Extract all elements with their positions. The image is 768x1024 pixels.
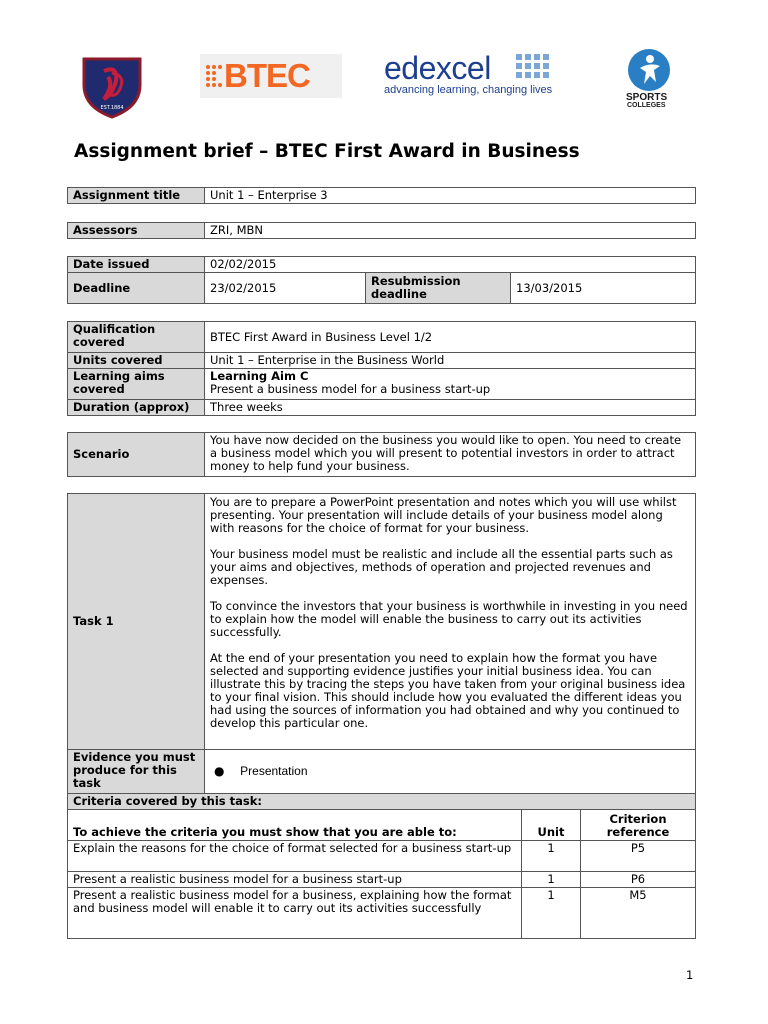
table-row	[68, 353, 696, 369]
assessors-table	[67, 222, 696, 239]
task-description	[205, 494, 696, 750]
scenario-table	[67, 432, 696, 477]
criteria-text: Present a realistic business model for a business start-up	[68, 872, 522, 888]
table-row	[68, 322, 696, 353]
edexcel-logo-text: edexcel	[384, 50, 491, 86]
assignment-title-label: Assignment title	[68, 188, 205, 204]
qualification-table	[67, 321, 696, 416]
table-row	[68, 369, 696, 400]
table-row	[68, 872, 696, 888]
table-row	[68, 257, 696, 273]
criteria-unit: 1	[522, 841, 581, 872]
table-row	[68, 273, 696, 304]
resubmission-deadline-value: 13/03/2015	[511, 273, 696, 304]
learning-aims-label: Learning aims covered	[68, 369, 205, 400]
deadline-label: Deadline	[68, 273, 205, 304]
task-paragraph: At the end of your presentation you need to explain how the format you have selected and supporting evidence justifies your initial business idea. You can illustrate this by tracing the steps you have taken from your original business idea to your final vision. This should include how you evaluated the different ideas you had using the sources of information you had obtained and why you continued to develop this particular one.	[210, 651, 686, 730]
date-issued-value: 02/02/2015	[205, 257, 696, 273]
resubmission-deadline-label: Resubmission deadline	[366, 273, 511, 304]
units-covered-value: Unit 1 – Enterprise in the Business World	[205, 353, 696, 369]
edexcel-logo	[382, 50, 554, 100]
page-number: 1	[686, 968, 694, 982]
scenario-text: You have now decided on the business you would like to open. You need to create a business model which you will present to potential investors in order to attract money to help fund your business.	[205, 433, 696, 477]
unit-column-header: Unit	[522, 810, 581, 841]
learning-aims-value	[205, 369, 696, 400]
evidence-label: Evidence you must produce for this task	[68, 750, 205, 794]
table-row	[68, 188, 696, 204]
criteria-column-header: To achieve the criteria you must show that you are able to:	[68, 810, 522, 841]
table-row	[68, 841, 696, 872]
criteria-text: Explain the reasons for the choice of format selected for a business start-up	[68, 841, 522, 872]
criteria-heading: Criteria covered by this task:	[68, 794, 696, 810]
school-crest-logo	[82, 55, 142, 119]
deadline-value: 23/02/2015	[205, 273, 366, 304]
criteria-reference: M5	[581, 888, 696, 939]
table-row	[68, 494, 696, 750]
dates-table	[67, 256, 696, 304]
units-covered-label: Units covered	[68, 353, 205, 369]
task-paragraph: To convince the investors that your business is worthwhile in investing in you need to explain how the model will enable the business to carry out its activities successfully.	[210, 599, 688, 639]
criteria-text: Present a realistic business model for a business, explaining how the format and business model will enable it to carry out its activities successfully	[68, 888, 522, 939]
task-paragraph: You are to prepare a PowerPoint presentation and notes which you will use whilst presenting. Your presentation will include details of your business model along with reasons for the choice of format for your business.	[210, 495, 677, 535]
table-row	[68, 223, 696, 239]
task-label: Task 1	[68, 494, 205, 750]
sports-colleges-logo	[622, 46, 678, 112]
assessors-value: ZRI, MBN	[205, 223, 696, 239]
page-title: Assignment brief – BTEC First Award in Business	[74, 141, 580, 162]
table-row	[68, 433, 696, 477]
criteria-reference: P5	[581, 841, 696, 872]
criteria-unit: 1	[522, 888, 581, 939]
learning-aim-text: Present a business model for a business start-up	[210, 382, 491, 396]
btec-logo	[200, 54, 342, 98]
qualification-value: BTEC First Award in Business Level 1/2	[205, 322, 696, 353]
evidence-value	[205, 750, 696, 794]
sports-logo-line1: SPORTS	[626, 92, 668, 103]
table-row	[68, 810, 696, 841]
table-row	[68, 400, 696, 416]
duration-label: Duration (approx)	[68, 400, 205, 416]
svg-text:EST.1884: EST.1884	[100, 105, 124, 111]
scenario-label: Scenario	[68, 433, 205, 477]
task-paragraph: Your business model must be realistic and include all the essential parts such as your aims and objectives, methods of operation and projected revenues and expenses.	[210, 547, 673, 587]
criterion-reference-header: Criterion reference	[581, 810, 696, 841]
qualification-label: Qualification covered	[68, 322, 205, 353]
assignment-title-table	[67, 187, 696, 204]
criteria-unit: 1	[522, 872, 581, 888]
assignment-title-value: Unit 1 – Enterprise 3	[205, 188, 696, 204]
task-table	[67, 493, 696, 939]
criteria-reference: P6	[581, 872, 696, 888]
btec-logo-text: BTEC	[224, 57, 310, 94]
assessors-label: Assessors	[68, 223, 205, 239]
learning-aim-heading: Learning Aim C	[210, 369, 309, 383]
table-row	[68, 750, 696, 794]
sports-logo-line2: COLLEGES	[627, 102, 666, 109]
duration-value: Three weeks	[205, 400, 696, 416]
bullet-icon: ●	[214, 764, 225, 778]
evidence-item: Presentation	[240, 764, 308, 778]
edexcel-tagline: advancing learning, changing lives	[384, 84, 553, 96]
date-issued-label: Date issued	[68, 257, 205, 273]
table-row	[68, 794, 696, 810]
table-row	[68, 888, 696, 939]
